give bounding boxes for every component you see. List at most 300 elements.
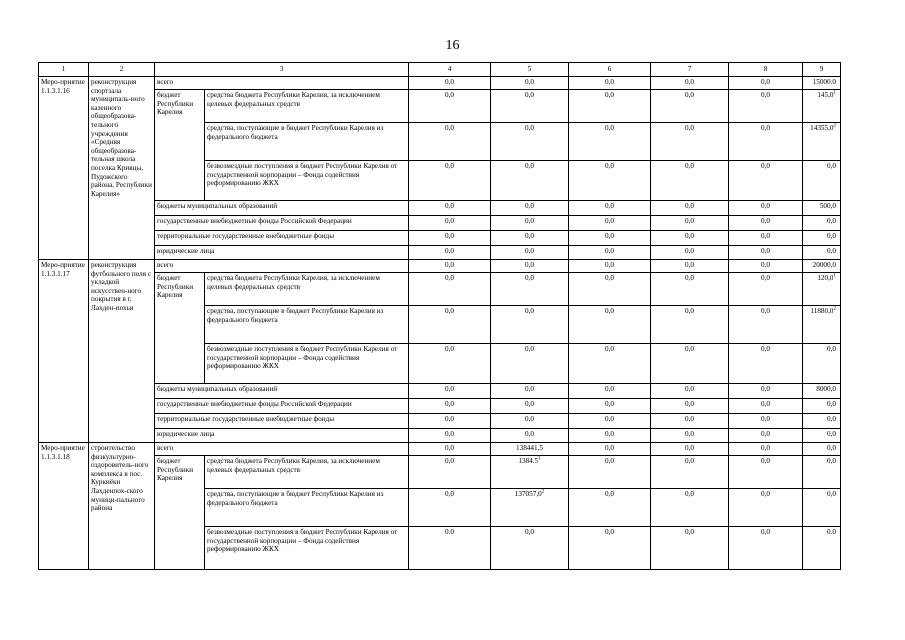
value-cell [409,216,491,231]
value-text: 0,0 [761,202,770,210]
value-cell [491,216,569,231]
value-text: 0,0 [445,307,454,315]
footnote-marker: 2 [833,123,836,129]
value-cell [409,384,491,399]
value-text: 0,0 [525,528,534,536]
value-text: 0,0 [685,385,694,393]
value-text: 0,0 [827,457,836,465]
source-label: территориальные государственные внебюджетные фонды [155,414,409,429]
table-row [39,414,841,429]
value-text: 0,0 [525,247,534,255]
table-row [39,384,841,399]
value-cell [569,201,651,216]
table-row [39,246,841,260]
value-cell [803,489,841,527]
value-text: 0,0 [605,274,614,282]
header-cell: 2 [89,63,155,77]
value-cell [569,429,651,443]
value-cell [491,399,569,414]
header-cell: 5 [491,63,569,77]
value-text: 0,0 [761,217,770,225]
value-text: 0,0 [761,274,770,282]
value-text: 0,0 [685,124,694,132]
value-cell [803,384,841,399]
value-cell [409,260,491,273]
value-cell [491,231,569,246]
value-text: 0,0 [761,307,770,315]
value-cell [651,344,729,384]
value-text: 0,0 [445,430,454,438]
value-text: 0,0 [761,232,770,240]
value-text: 0,0 [685,202,694,210]
value-text: 0,0 [761,444,770,452]
value-cell [803,260,841,273]
value-text: 0.0 [445,528,454,536]
value-text: 0,0 [605,490,614,498]
value-cell [569,231,651,246]
value-text: 0,0 [761,385,770,393]
value-cell [569,260,651,273]
value-cell [729,201,803,216]
value-text: 20000,0 [812,261,836,269]
value-cell [409,489,491,527]
value-text: 0,0 [605,124,614,132]
value-cell [569,399,651,414]
value-cell [569,123,651,161]
value-cell [651,161,729,201]
measure-name: строительство физкультурно-оздоровитель-ного комплекса в пос. Куркиёки Лахденпох-ского муници-пального района [89,443,155,570]
value-text: 0,0 [685,162,694,170]
value-cell [651,123,729,161]
value-text: 0,0 [445,457,454,465]
page-number: 16 [445,38,460,53]
value-cell [491,260,569,273]
value-text: 0,0 [605,217,614,225]
value-text: 0,0 [525,274,534,282]
value-cell [803,414,841,429]
value-cell [803,216,841,231]
value-cell [569,90,651,123]
value-text: 0,0 [761,78,770,86]
value-cell [409,306,491,344]
header-row [39,63,841,77]
value-cell [491,77,569,90]
value-text: 0,0 [685,400,694,408]
source-label: всего [155,77,409,90]
value-text: 0,0 [685,261,694,269]
table-row [39,231,841,246]
value-cell [491,527,569,570]
value-cell [569,161,651,201]
value-cell [803,231,841,246]
source-label: средства бюджета Республики Карелия, за исключением целевых федеральных средств [205,273,409,306]
value-cell [569,344,651,384]
value-cell [803,90,841,123]
value-cell [651,414,729,429]
value-text: 0,0 [445,490,454,498]
value-cell [803,527,841,570]
value-cell [729,456,803,489]
value-text: 0,0 [605,202,614,210]
value-text: 0,0 [525,78,534,86]
value-cell [651,260,729,273]
value-cell [409,414,491,429]
value-text: 0,0 [445,261,454,269]
value-cell [409,527,491,570]
value-cell [569,384,651,399]
value-text: 0,0 [685,232,694,240]
value-cell [803,344,841,384]
value-text: 14355,0 [810,124,834,132]
value-text: 120,0 [817,274,834,282]
value-cell [729,77,803,90]
value-text: 0,0 [445,232,454,240]
value-cell [651,306,729,344]
value-text: 0,0 [827,444,836,452]
value-cell [491,429,569,443]
source-label: всего [155,260,409,273]
value-text: 0,0 [525,307,534,315]
header-cell: 3 [155,63,409,77]
value-cell [409,273,491,306]
table-row [39,456,841,489]
source-label: бюджеты муниципальных образований [155,384,409,399]
value-text: 0,0 [685,345,694,353]
value-text: 0,0 [685,444,694,452]
value-cell [651,201,729,216]
value-text: 0,0 [761,261,770,269]
value-text: 0,0 [525,162,534,170]
source-label: бюджеты муниципальных образований [155,201,409,216]
value-cell [569,306,651,344]
value-text: 0,0 [525,91,534,99]
table-row [39,90,841,123]
footnote-marker: 2 [541,489,545,495]
value-text: 0,0 [761,457,770,465]
value-text: 0,0 [827,430,836,438]
value-text: 0,0 [445,415,454,423]
value-text: 0,0 [827,232,836,240]
value-text: 0,0 [685,528,694,536]
value-cell [491,161,569,201]
header-cell: 7 [651,63,729,77]
value-text: 0,0 [525,232,534,240]
value-text: 0,0 [827,490,836,498]
value-cell [409,77,491,90]
value-cell [729,90,803,123]
value-text: 0,0 [525,345,534,353]
footnote-marker: 2 [833,306,836,312]
value-cell [409,123,491,161]
value-cell [651,273,729,306]
value-text: 0,0 [827,345,836,353]
value-cell [491,306,569,344]
value-cell [729,260,803,273]
value-cell [651,90,729,123]
value-cell [651,77,729,90]
value-cell [651,443,729,456]
header-cell: 6 [569,63,651,77]
value-cell [409,90,491,123]
value-text: 0,0 [827,217,836,225]
value-cell [729,161,803,201]
source-label: средства, поступающие в бюджет Республики Карелия из федерального бюджета [205,489,409,527]
header-cell: 8 [729,63,803,77]
value-text: 138441,5 [516,444,543,452]
value-text: 0,0 [605,400,614,408]
value-cell [803,161,841,201]
header-cell: 1 [39,63,89,77]
value-cell [409,344,491,384]
measure-name: реконструкция футбольного поля с укладкой искусствен-ного покрытия в г. Лахден-похья [89,260,155,443]
value-cell [729,123,803,161]
value-text: 0,0 [761,345,770,353]
value-text: 0,0 [827,415,836,423]
value-cell [569,456,651,489]
value-text: 0,0 [761,124,770,132]
source-label: юридические лица [155,429,409,443]
value-cell [491,273,569,306]
value-text: 137057,0 [514,490,542,498]
value-cell [803,77,841,90]
value-text: 0,0 [445,274,454,282]
value-text: 0,0 [445,217,454,225]
value-cell [491,90,569,123]
source-label: всего [155,443,409,456]
value-cell [729,216,803,231]
source-label: территориальные государственные внебюджетные фонды [155,231,409,246]
value-cell [569,489,651,527]
value-cell [569,77,651,90]
table-row [39,201,841,216]
value-text: 0,0 [605,261,614,269]
value-cell [409,456,491,489]
table-body [39,77,841,570]
value-cell [729,443,803,456]
value-cell [729,489,803,527]
value-cell [569,246,651,260]
value-text: 0,0 [525,385,534,393]
source-label: безвозмездные поступления в бюджет Республики Карелия от государственной корпорации – Фонда содействия реформированию ЖКХ [205,344,409,384]
value-text: 0,0 [605,528,614,536]
value-text: 0,0 [605,430,614,438]
measure-code: Меро-приятие 1.1.3.1.17 [39,260,89,443]
value-text: 15000.0 [812,78,836,86]
value-cell [491,456,569,489]
value-text: 0,0 [445,78,454,86]
value-cell [729,399,803,414]
value-cell [409,246,491,260]
value-text: 0,0 [525,430,534,438]
value-cell [729,527,803,570]
value-text: 0,0 [525,261,534,269]
value-text: 8000,0 [816,385,836,393]
header-cell: 4 [409,63,491,77]
table-row [39,77,841,90]
value-cell [651,429,729,443]
source-label: средства бюджета Республики Карелия, за исключением целевых федеральных средств [205,90,409,123]
value-text: 0,0 [685,91,694,99]
value-cell [803,123,841,161]
table-row [39,273,841,306]
value-text: 0,0 [761,162,770,170]
value-cell [569,216,651,231]
value-text: 0,0 [525,415,534,423]
value-cell [491,344,569,384]
source-label: государственные внебюджетные фонды Российской Федерации [155,399,409,414]
value-cell [409,399,491,414]
value-text: 0,0 [525,400,534,408]
value-text: 1384.5 [518,457,539,465]
rk-budget-label: бюджет Республики Карелия [155,456,205,570]
value-cell [729,384,803,399]
footnote-marker: 1 [538,456,541,462]
value-text: 0,0 [445,202,454,210]
source-label: средства, поступающие в бюджет Республики Карелия из федерального бюджета [205,306,409,344]
value-text: 0,0 [761,400,770,408]
value-cell [803,399,841,414]
value-cell [651,489,729,527]
value-text: 0,0 [685,217,694,225]
rk-budget-label: бюджет Республики Карелия [155,90,205,201]
value-text: 0,0 [761,247,770,255]
value-text: 0,0 [445,400,454,408]
value-cell [409,201,491,216]
value-text: 0,0 [761,490,770,498]
header-cell: 9 [803,63,841,77]
value-cell [569,443,651,456]
value-text: 0,0 [685,274,694,282]
value-cell [729,429,803,443]
value-text: 0,0 [605,385,614,393]
value-text: 0,0 [525,124,534,132]
value-text: 0,0 [685,430,694,438]
value-text: 0,0 [605,162,614,170]
footnote-marker: 1 [833,90,836,96]
value-text: 0,0 [685,415,694,423]
value-cell [569,273,651,306]
value-text: 0.0 [827,528,836,536]
value-text: 0,0 [445,247,454,255]
measure-name: реконструкция спортзала муниципаль-ного казенного общеобразова-тельного учреждения «Средняя общеобразова-тельная школа поселка Кривцы, Пудожского района, Республики Карелия» [89,77,155,260]
value-text: 0,0 [525,217,534,225]
value-text: 0,0 [685,490,694,498]
measure-code: Меро-приятие 1.1.3.1.18 [39,443,89,570]
value-cell [803,456,841,489]
value-text: 11880,0 [810,307,834,315]
value-text: 0,0 [605,91,614,99]
value-cell [729,273,803,306]
value-cell [491,246,569,260]
source-label: средства бюджета Республики Карелия, за исключением целевых федеральных средств [205,456,409,489]
table-row [39,429,841,443]
value-cell [803,246,841,260]
table-row [39,399,841,414]
value-cell [651,399,729,414]
value-cell [409,429,491,443]
value-cell [409,443,491,456]
value-cell [803,429,841,443]
value-text: 0,0 [445,444,454,452]
value-cell [409,231,491,246]
value-text: 0,0 [605,345,614,353]
value-cell [409,161,491,201]
funding-table [38,62,841,570]
value-text: 0,0 [827,247,836,255]
value-text: 0,0 [605,415,614,423]
value-text: 0,0 [761,528,770,536]
table-row [39,443,841,456]
value-cell [803,273,841,306]
value-text: 145,0 [817,91,834,99]
value-text: 0,0 [761,91,770,99]
value-text: 0,0 [827,162,836,170]
value-text: 0,0 [445,385,454,393]
value-text: 0,0 [685,247,694,255]
source-label: средства, поступающие в бюджет Республики Карелия из федерального бюджета [205,123,409,161]
value-text: 0,0 [605,307,614,315]
source-label: безвозмездные поступления в бюджет Республики Карелия от государственной корпорации – Фонда содействия реформированию ЖКХ [205,527,409,570]
value-cell [491,414,569,429]
value-cell [651,216,729,231]
value-text: 0,0 [685,307,694,315]
value-text: 0,0 [525,202,534,210]
value-text: 0,0 [761,430,770,438]
value-cell [729,414,803,429]
value-cell [729,231,803,246]
value-cell [729,246,803,260]
table-row [39,216,841,231]
source-label: государственные внебюджетные фонды Российской Федерации [155,216,409,231]
value-cell [729,344,803,384]
value-cell [803,306,841,344]
value-text: 0,0 [761,415,770,423]
value-text: 0,0 [685,457,694,465]
value-cell [803,443,841,456]
rk-budget-label: бюджет Республики Карелия [155,273,205,384]
source-label: юридические лица [155,246,409,260]
value-cell [569,414,651,429]
value-text: 0,0 [605,232,614,240]
value-text: 0,0 [605,247,614,255]
value-text: 0,0 [445,162,454,170]
value-cell [491,443,569,456]
value-cell [651,231,729,246]
value-cell [491,384,569,399]
source-label: безвозмездные поступления в бюджет Республики Карелия от государственной корпорации – Фонда содействия реформированию ЖКХ [205,161,409,201]
value-cell [651,456,729,489]
value-cell [651,527,729,570]
value-cell [491,489,569,527]
value-cell [491,201,569,216]
value-cell [651,246,729,260]
value-text: 500,0 [819,202,836,210]
value-text: 0,0 [605,78,614,86]
footnote-marker: 1 [833,273,836,279]
value-cell [651,384,729,399]
value-text: 0,0 [445,345,454,353]
value-text: 0,0 [827,400,836,408]
value-text: 0,0 [605,457,614,465]
measure-code: Меро-приятие 1.1.3.1.16 [39,77,89,260]
value-text: 0,0 [445,124,454,132]
value-cell [729,306,803,344]
value-cell [491,123,569,161]
value-text: 0,0 [685,78,694,86]
table-row [39,260,841,273]
value-text: 0,0 [605,444,614,452]
value-text: 0,0 [445,91,454,99]
